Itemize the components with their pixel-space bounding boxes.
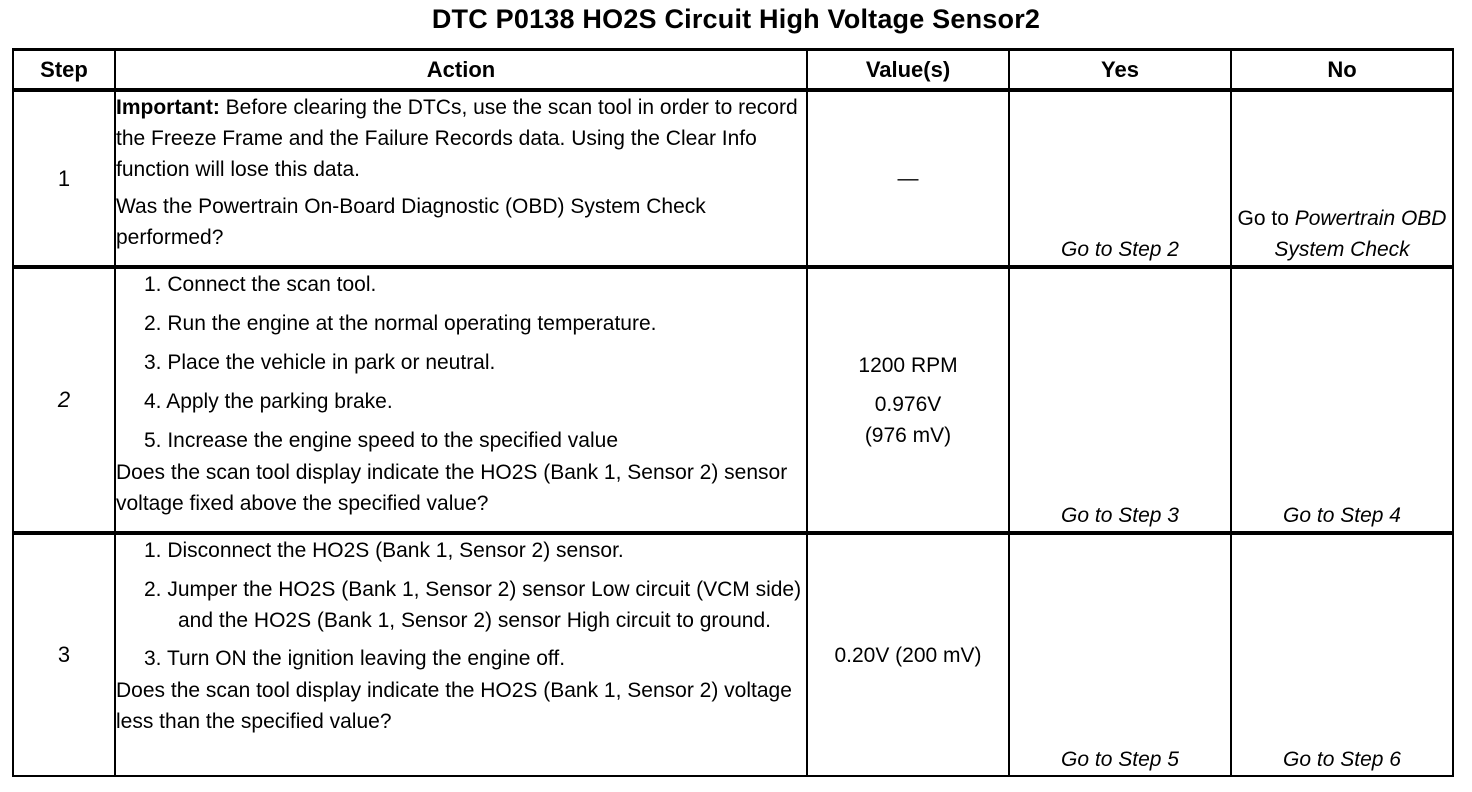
yes-link[interactable]: Go to Step 5: [1009, 533, 1231, 776]
value-millivolts: (976 mV): [864, 423, 952, 447]
procedure-item: 1. Disconnect the HO2S (Bank 1, Sensor 2) sensor.: [144, 539, 624, 562]
page-title: DTC P0138 HO2S Circuit High Voltage Sensor2: [431, 4, 1041, 34]
no-link[interactable]: Go to Step 4: [1231, 267, 1453, 533]
table-row: [13, 90, 1453, 267]
procedure-item: 2. Run the engine at the normal operating temperature.: [144, 312, 657, 335]
no-link[interactable]: Go to Step 6: [1231, 533, 1453, 776]
header-no: No: [1231, 50, 1453, 91]
table-row: [13, 267, 1453, 533]
procedure-item: 5. Increase the engine speed to the specified value: [144, 429, 618, 452]
header-step: Step: [13, 50, 115, 91]
table-row: [13, 533, 1453, 776]
no-prefix: Go to: [1237, 207, 1289, 230]
header-action: Action: [115, 50, 807, 91]
value-cell: —: [807, 90, 1009, 267]
procedure-list: [116, 535, 806, 675]
step-number: 2: [13, 267, 115, 533]
yes-link[interactable]: Go to Step 2: [1009, 90, 1231, 267]
value-cell: [807, 267, 1009, 533]
procedure-item: 3. Place the vehicle in park or neutral.: [144, 351, 496, 374]
value-cell: 0.20V (200 mV): [807, 533, 1009, 776]
procedure-item: 4. Apply the parking brake.: [144, 390, 393, 413]
step-question: Does the scan tool display indicate the HO2S (Bank 1, Sensor 2) sensor voltage fixed above the specified value?: [116, 461, 788, 515]
action-cell: [115, 533, 807, 776]
procedure-item: 3. Turn ON the ignition leaving the engine off.: [144, 647, 566, 670]
important-text: Before clearing the DTCs, use the scan tool in order to record the Freeze Frame and the Failure Records data. Using the Clear Info function will lose this data.: [116, 96, 798, 181]
step-number: 1: [13, 90, 115, 267]
important-label: Important:: [116, 96, 220, 119]
important-note: [116, 92, 806, 185]
no-cell: [1231, 90, 1453, 267]
table-header-row: [13, 50, 1453, 91]
diagnostic-table: [12, 48, 1454, 777]
header-values: Value(s): [807, 50, 1009, 91]
step-question: Does the scan tool display indicate the HO2S (Bank 1, Sensor 2) voltage less than the specified value?: [116, 679, 792, 733]
procedure-item: 2. Jumper the HO2S (Bank 1, Sensor 2) sensor Low circuit (VCM side) and the HO2S (Bank 1, Sensor 2) sensor High circuit to ground.: [144, 578, 802, 632]
value-rpm: 1200 RPM: [858, 353, 958, 377]
no-link[interactable]: Powertrain OBD System Check: [1274, 207, 1447, 261]
procedure-item: 1. Connect the scan tool.: [144, 273, 377, 296]
value-voltage: 0.976V: [874, 392, 942, 416]
action-cell: [115, 90, 807, 267]
header-yes: Yes: [1009, 50, 1231, 91]
yes-link[interactable]: Go to Step 3: [1009, 267, 1231, 533]
procedure-list: [116, 269, 806, 457]
action-cell: [115, 267, 807, 533]
step-question: Was the Powertrain On-Board Diagnostic (OBD) System Check performed?: [116, 195, 706, 249]
step-number: 3: [13, 533, 115, 776]
